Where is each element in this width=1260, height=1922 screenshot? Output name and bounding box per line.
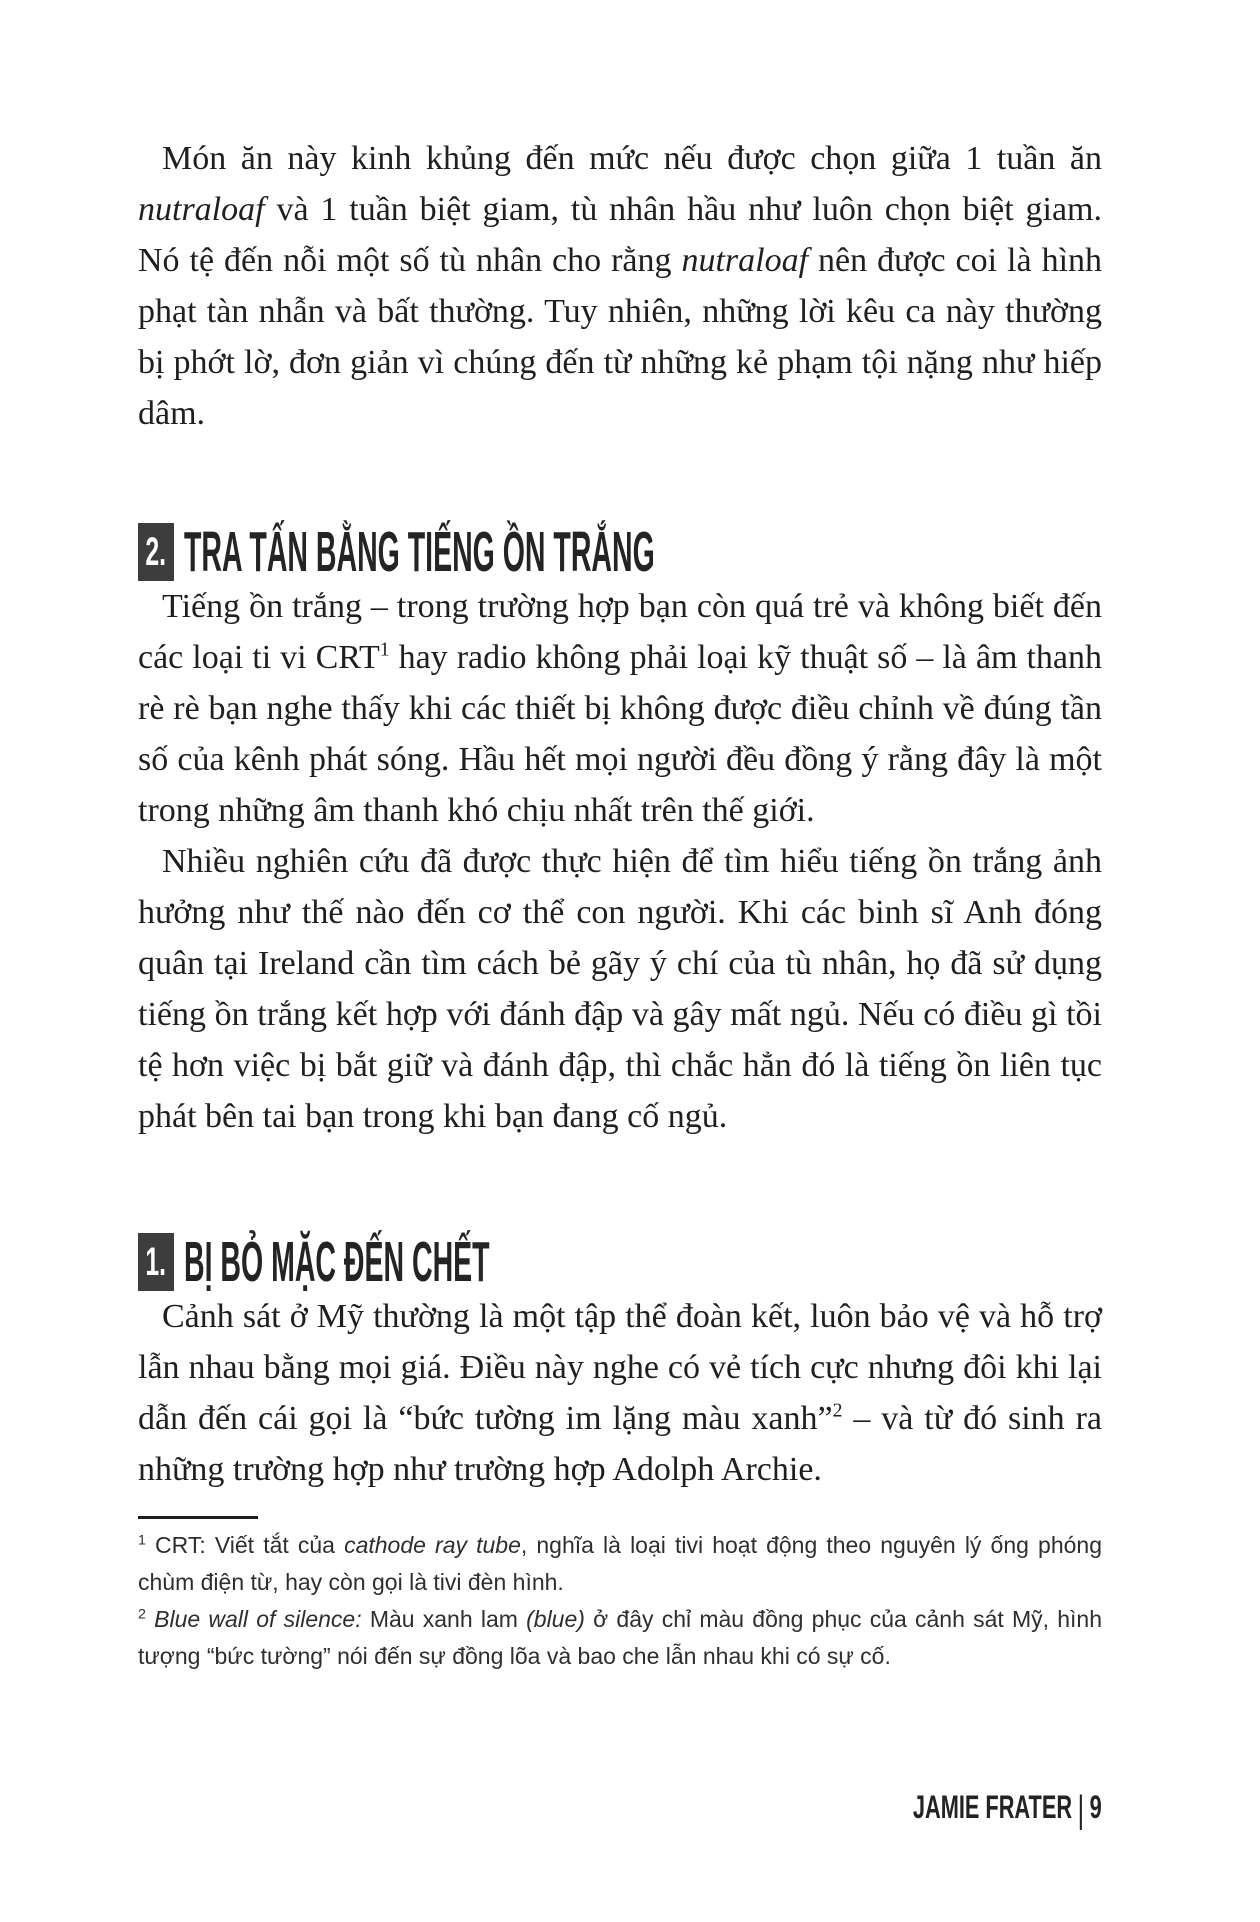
footnote-marker: 1 bbox=[138, 1532, 146, 1549]
footer-page-number: 9 bbox=[1089, 1789, 1102, 1825]
paragraph: Nhiều nghiên cứu đã được thực hiện để tìm hiểu tiếng ồn trắng ảnh hưởng như thế nào đến cơ thể con người. Khi các binh sĩ Anh đóng quân tại Ireland cần tìm cách bẻ gãy ý chí của tù nhân, họ đã sử dụng tiếng ồn trắng kết hợp với đánh đập và gây mất ngủ. Nếu có điều gì tồi tệ hơn việc bị bắt giữ và đánh đập, thì chắc hẳn đó là tiếng ồn liên tục phát bên tai bạn trong khi bạn đang cố ngủ. bbox=[138, 843, 1102, 1135]
footer-text bbox=[913, 1788, 1102, 1834]
footnote bbox=[138, 1527, 1102, 1601]
intro-paragraph: Món ăn này kinh khủng đến mức nếu được chọn giữa 1 tuần ăn nutraloaf và 1 tuần biệt giam, tù nhân hầu như luôn chọn biệt giam. Nó tệ đến nỗi một số tù nhân cho rằng nutraloaf nên được coi là hình phạt tàn nhẫn và bất thường. Tuy nhiên, những lời kêu ca này thường bị phớt lờ, đơn giản vì chúng đến từ những kẻ phạm tội nặng như hiếp dâm. bbox=[138, 140, 1103, 432]
footnote-divider bbox=[138, 1516, 258, 1519]
section-number: 2. bbox=[145, 530, 167, 574]
section-number: 1. bbox=[145, 1240, 167, 1284]
section-white-noise bbox=[138, 519, 1102, 1142]
section-title: BỊ BỎ MẶC ĐẾN CHẾT bbox=[184, 1229, 490, 1294]
paragraph: Cảnh sát ở Mỹ thường là một tập thể đoàn kết, luôn bảo vệ và hỗ trợ lẫn nhau bằng mọi giá. Điều này nghe có vẻ tích cực nhưng đôi khi lại dẫn đến cái gọi là “bức tường im lặng màu xanh”$^2$ – và từ đó sinh ra những trường hợp như trường hợp Adolph Archie. bbox=[138, 1298, 1102, 1488]
paragraph: Tiếng ồn trắng – trong trường hợp bạn còn quá trẻ và không biết đến các loại ti vi CRT$^1$ hay radio không phải loại kỹ thuật số – là âm thanh rè rè bạn nghe thấy khi các thiết bị không được điều chỉnh về đúng tần số của kênh phát sóng. Hầu hết mọi người đều đồng ý rằng đây là một trong những âm thanh khó chịu nhất trên thế giới. bbox=[138, 588, 1102, 829]
footnote-marker: 2 bbox=[138, 1606, 146, 1623]
section-title: TRA TẤN BẰNG TIẾNG ỒN TRẮNG bbox=[184, 519, 655, 584]
footer-separator: | bbox=[1077, 1789, 1085, 1831]
page-footer bbox=[824, 1788, 1102, 1834]
footnotes bbox=[138, 1527, 1102, 1675]
section-left-to-die bbox=[138, 1229, 1102, 1495]
footnote-text: Blue wall of silence: Màu xanh lam (blue) ở đây chỉ màu đồng phục của cảnh sát Mỹ, hình tượng “bức tường” nói đến sự đồng lõa và bao che lẫn nhau khi có sự cố. bbox=[138, 1606, 1103, 1669]
section-number-box bbox=[138, 1233, 174, 1291]
footer-author: JAMIE FRATER bbox=[913, 1789, 1073, 1825]
footnote bbox=[138, 1601, 1102, 1675]
intro-section bbox=[138, 133, 1102, 439]
section-heading-left-to-die bbox=[138, 1229, 1102, 1294]
section-heading-white-noise bbox=[138, 519, 1102, 584]
footnote-text: CRT: Viết tắt của cathode ray tube, nghĩa là loại tivi hoạt động theo nguyên lý ống phóng chùm điện từ, hay còn gọi là tivi đèn hình. bbox=[138, 1532, 1102, 1595]
section-number-box bbox=[138, 523, 174, 581]
